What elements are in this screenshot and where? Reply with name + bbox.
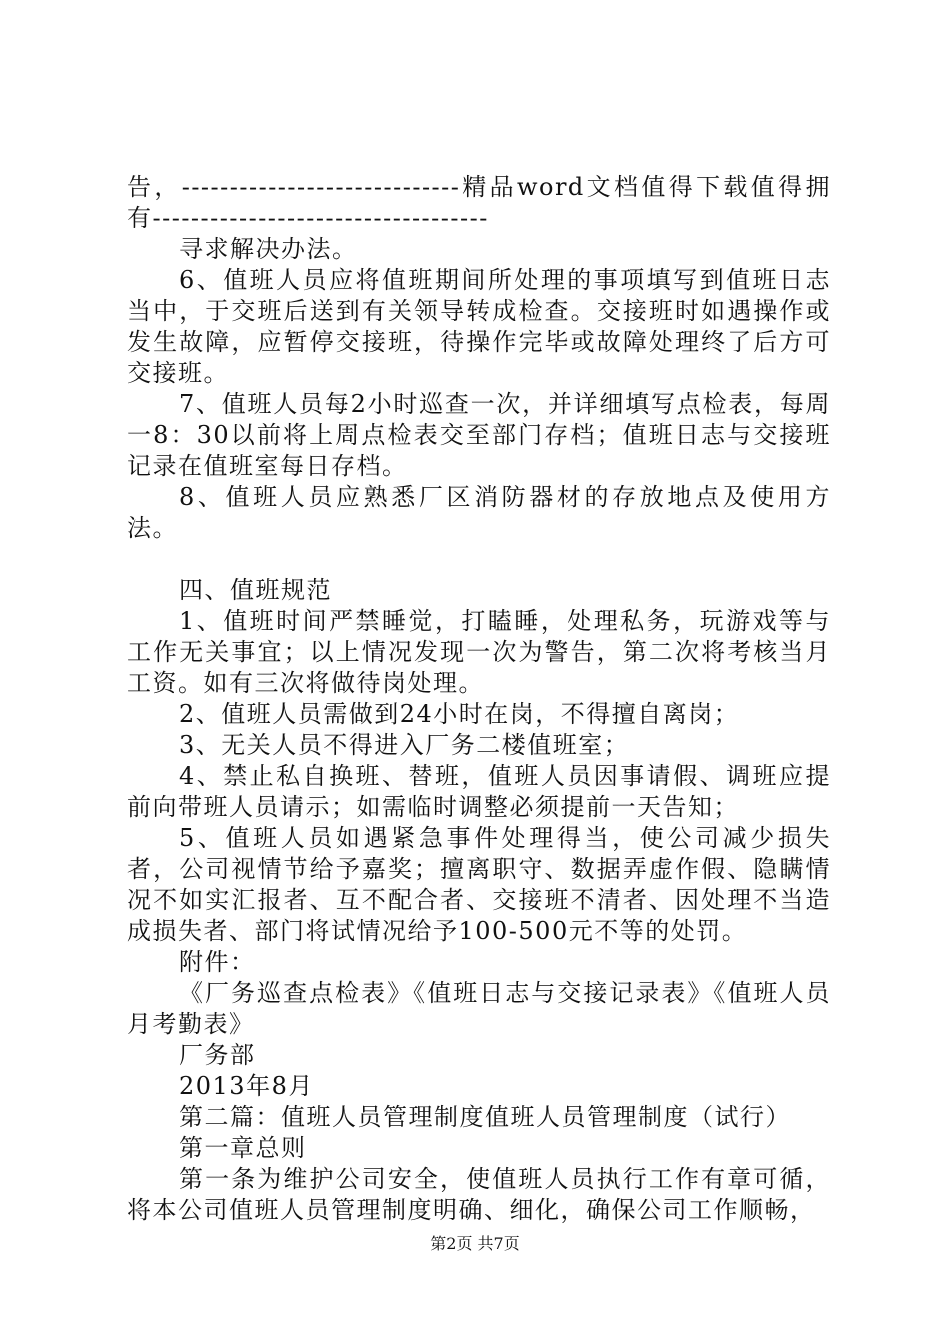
paragraph-1: 告，-----------------------------精品word文档值得下载值得拥有----------------------------------- <box>127 173 831 232</box>
chapter-title: 第二篇：值班人员管理制度值班人员管理制度（试行） <box>179 1103 791 1131</box>
paragraph-7: 1、值班时间严禁睡觉，打瞌睡，处理私务，玩游戏等与工作无关事宜；以上情况发现一次为警告，第二次将考核当月工资。如有三次将做待岗处理。 <box>127 607 831 697</box>
chapter-heading: 第一章总则 <box>179 1134 307 1162</box>
section-heading: 四、值班规范 <box>179 576 332 604</box>
blank-line <box>127 544 831 575</box>
department-signature: 厂务部 <box>179 1041 256 1069</box>
paragraph-8: 2、值班人员需做到24小时在岗，不得擅自离岗； <box>179 700 740 728</box>
paragraph-9: 3、无关人员不得进入厂务二楼值班室； <box>179 731 630 759</box>
paragraph-10: 4、禁止私自换班、替班，值班人员因事请假、调班应提前向带班人员请示；如需临时调整必须提前一天告知； <box>127 762 831 821</box>
page-number-footer: 第2页 共7页 <box>430 1234 520 1253</box>
attachment-label: 附件： <box>179 948 256 976</box>
paragraph-5: 8、值班人员应熟悉厂区消防器材的存放地点及使用方法。 <box>127 483 831 542</box>
paragraph-2: 寻求解决办法。 <box>179 235 358 263</box>
document-body <box>127 172 831 1226</box>
document-date: 2013年8月 <box>179 1072 314 1100</box>
paragraph-3: 6、值班人员应将值班期间所处理的事项填写到值班日志当中，于交班后送到有关领导转成检查。交接班时如遇操作或发生故障，应暂停交接班，待操作完毕或故障处理终了后方可交接班。 <box>127 266 831 387</box>
paragraph-4: 7、值班人员每2小时巡查一次，并详细填写点检表，每周一8：30以前将上周点检表交至部门存档；值班日志与交接班记录在值班室每日存档。 <box>127 390 831 480</box>
paragraph-19: 第一条为维护公司安全，使值班人员执行工作有章可循，将本公司值班人员管理制度明确、细化，确保公司工作顺畅， <box>127 1165 831 1224</box>
attachment-list: 《厂务巡查点检表》《值班日志与交接记录表》《值班人员月考勤表》 <box>127 979 831 1038</box>
paragraph-11: 5、值班人员如遇紧急事件处理得当，使公司减少损失者，公司视情节给予嘉奖；擅离职守、数据弄虚作假、隐瞒情况不如实汇报者、互不配合者、交接班不清者、因处理不当造成损失者、部门将试情况给予100-500元不等的处罚。 <box>127 824 831 945</box>
